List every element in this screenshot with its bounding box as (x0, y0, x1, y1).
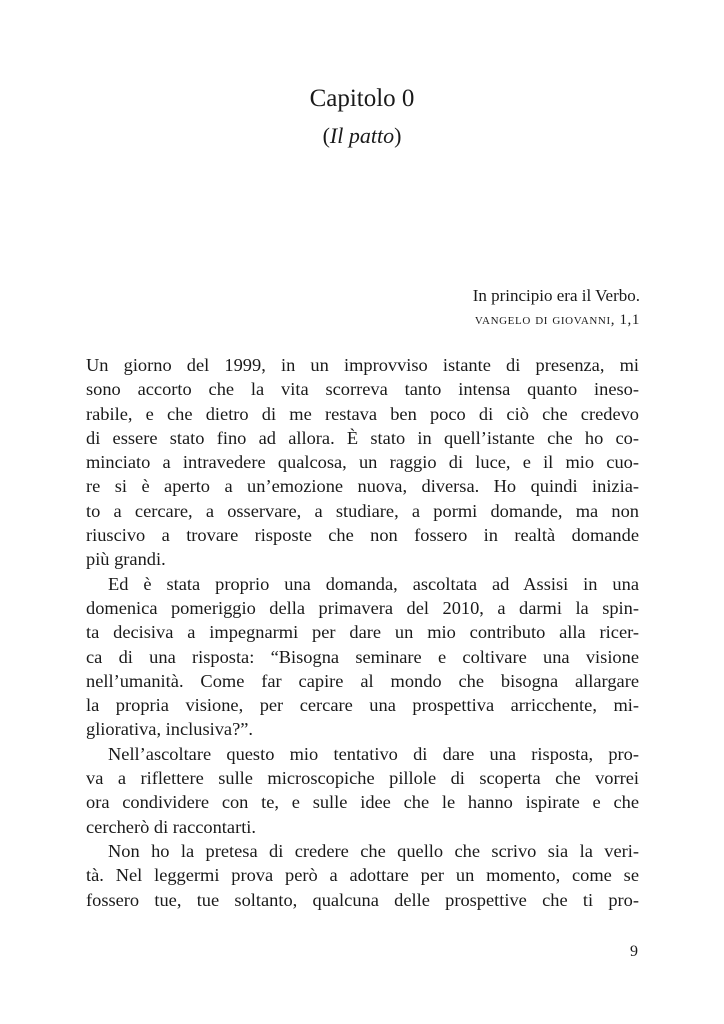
text-line: domenica pomeriggio della primavera del 2010, a darmi la spin- (86, 597, 639, 618)
text-line: rabile, e che dietro di me restava ben poco di ciò che credevo (86, 403, 639, 424)
text-line: ca di una risposta: “Bisogna seminare e coltivare una visione (86, 646, 639, 667)
epigraph-quote: In principio era il Verbo. (472, 286, 640, 305)
text-line: la propria visione, per cercare una prospettiva arricchente, mi- (86, 695, 639, 716)
text-line: riuscivo a trovare risposte che non fossero in realtà domande (86, 525, 639, 546)
paragraph (86, 572, 639, 742)
text-line: Un giorno del 1999, in un improvviso istante di presenza, mi (86, 355, 639, 375)
text-line: tà. Nel leggermi prova però a adottare per un momento, come se (86, 865, 639, 886)
epigraph-source (240, 308, 640, 332)
text-line: cercherò di raccontarti. (86, 816, 257, 837)
text-line: Ed è stata proprio una domanda, ascoltata ad Assisi in una (108, 573, 639, 594)
text-line: ora condividere con te, e sulle idee che le hanno ispirate e che (86, 792, 639, 813)
epigraph (240, 284, 640, 332)
subtitle-close-paren: ) (394, 123, 402, 148)
subtitle-open-paren: ( (322, 123, 330, 148)
body-text (86, 353, 639, 912)
text-line: Nell’ascoltare questo mio tentativo di dare una risposta, pro- (108, 743, 639, 764)
paragraph (86, 353, 639, 572)
chapter-title: Capitolo 0 (309, 85, 415, 112)
page-number: 9 (630, 943, 638, 960)
paragraph (86, 742, 639, 839)
epigraph-source-name: vangelo di giovanni (474, 312, 611, 328)
text-line: fossero tue, tue soltanto, qualcuna delle prospettive che ti pro- (86, 889, 639, 910)
subtitle-italic-text: Il patto (329, 123, 395, 148)
text-line: re si è aperto a un’emozione nuova, diversa. Ho quindi inizia- (86, 476, 639, 497)
text-line: nell’umanità. Come far capire al mondo che bisogna allargare (86, 670, 639, 691)
text-line: ta decisiva a impegnarmi per dare un mio contributo alla ricer- (86, 622, 639, 643)
paragraph (86, 839, 639, 912)
text-line: di essere stato fino ad allora. È stato in quell’istante che ho co- (86, 427, 639, 448)
text-line: sono accorto che la vita scorreva tanto intensa quanto ineso- (86, 379, 639, 400)
text-line: gliorativa, inclusiva?”. (86, 719, 253, 740)
text-line: minciato a intravedere qualcosa, un raggio di luce, e il mio cuo- (86, 452, 639, 473)
epigraph-source-ref: , 1,1 (610, 312, 640, 328)
text-line: to a cercare, a osservare, a studiare, a pormi domande, ma non (86, 500, 639, 521)
text-line: Non ho la pretesa di credere che quello che scrivo sia la veri- (108, 840, 639, 861)
text-line: va a riflettere sulle microscopiche pillole di scoperta che vorrei (86, 768, 639, 789)
text-line: più grandi. (86, 549, 166, 570)
chapter-subtitle (0, 122, 724, 150)
